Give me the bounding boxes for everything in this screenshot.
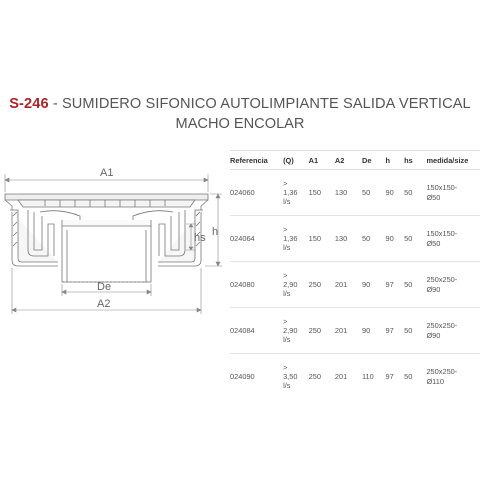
flow-symbol: >	[283, 271, 288, 280]
drain-section	[5, 194, 208, 282]
cell-hs: 50	[404, 170, 426, 216]
col-header-a1: A1	[309, 151, 335, 170]
table-row	[230, 308, 480, 354]
flow-value: 2,90	[283, 326, 298, 335]
table-header-row	[230, 151, 480, 170]
cell-hs: 50	[404, 308, 426, 354]
dim-label-a1: A1	[100, 167, 114, 179]
cell-a2: 201	[335, 262, 362, 308]
cell-de: 90	[362, 308, 386, 354]
flow-symbol: >	[283, 317, 288, 326]
cell-de: 50	[362, 170, 386, 216]
flow-value: 3,50	[283, 372, 298, 381]
flow-symbol: >	[283, 363, 288, 372]
cell-referencia: 024090	[230, 372, 255, 381]
flow-unit: l/s	[283, 197, 291, 206]
product-subtitle: MACHO ENCOLAR	[175, 116, 305, 132]
cell-flow	[283, 262, 309, 308]
size-diameter: Ø90	[426, 330, 441, 340]
cell-hs: 50	[404, 216, 426, 262]
cell-h: 90	[386, 170, 405, 216]
product-code: S-246	[9, 96, 49, 112]
table-row	[230, 262, 480, 308]
cell-a2: 201	[335, 308, 362, 354]
col-header-q: (Q)	[283, 151, 309, 170]
size-diameter: Ø90	[426, 284, 441, 294]
dim-label-hs: hs	[194, 232, 206, 244]
col-header-medida: medida/size	[426, 151, 480, 170]
cell-size	[426, 262, 480, 308]
table-row	[230, 216, 480, 262]
size-diameter: Ø50	[426, 192, 441, 202]
cell-size	[426, 216, 480, 262]
dim-label-a2: A2	[97, 298, 111, 310]
flow-symbol: >	[283, 179, 288, 188]
cell-referencia: 024080	[230, 262, 283, 308]
flow-value: 1,36	[283, 188, 298, 197]
dim-label-de: De	[97, 281, 112, 293]
col-header-a2: A2	[335, 151, 362, 170]
cell-a1: 250	[309, 308, 335, 354]
col-header-de: De	[362, 151, 386, 170]
col-header-h: h	[386, 151, 405, 170]
cell-a1: 250	[308, 372, 321, 381]
cell-flow	[283, 354, 309, 400]
flow-unit: l/s	[283, 243, 291, 252]
cell-de: 110	[362, 372, 374, 381]
cell-size	[426, 170, 480, 216]
cell-flow	[283, 308, 309, 354]
cell-h: 97	[385, 372, 394, 381]
size-dimensions: 150x150-	[426, 182, 458, 192]
cell-a1: 250	[309, 262, 335, 308]
cell-referencia: 024064	[230, 216, 283, 262]
specs-table	[230, 150, 480, 399]
cell-a1: 150	[309, 170, 335, 216]
size-dimensions: 250x250-	[426, 366, 458, 376]
cell-a2: 201	[334, 372, 348, 381]
col-header-referencia: Referencia	[230, 151, 283, 170]
cell-h: 97	[386, 262, 405, 308]
cell-size	[426, 308, 480, 354]
cell-a2: 130	[335, 170, 362, 216]
size-dimensions: 150x150-	[426, 228, 458, 238]
size-diameter: Ø50	[426, 238, 441, 248]
cell-flow	[283, 216, 309, 262]
size-diameter: Ø110	[426, 376, 444, 386]
table-row	[230, 170, 480, 216]
cell-referencia: 024084	[230, 308, 283, 354]
cell-size	[426, 354, 480, 400]
cell-de: 90	[362, 262, 386, 308]
flow-unit: l/s	[283, 335, 291, 344]
product-title	[0, 94, 480, 114]
size-dimensions: 250x250-	[426, 320, 458, 330]
col-header-hs: hs	[404, 151, 426, 170]
size-dimensions: 250x250-	[426, 274, 458, 284]
flow-value: 2,90	[283, 280, 298, 289]
flow-symbol: >	[283, 225, 288, 234]
cell-a2: 130	[335, 216, 362, 262]
cell-de: 50	[362, 216, 386, 262]
cell-flow	[283, 170, 309, 216]
cell-hs: 50	[404, 262, 426, 308]
cell-h: 97	[386, 308, 405, 354]
flow-value: 1,36	[283, 234, 298, 243]
cell-hs: 50	[404, 372, 413, 381]
product-title-text: - SUMIDERO SIFONICO AUTOLIMPIANTE SALIDA VERTICAL	[48, 96, 471, 112]
flow-unit: l/s	[283, 289, 291, 298]
cell-referencia: 024060	[230, 170, 283, 216]
table-row	[230, 354, 480, 400]
cell-a1: 150	[309, 216, 335, 262]
technical-drawing	[0, 150, 225, 330]
dim-label-h: h	[212, 226, 219, 238]
flow-unit: l/s	[283, 381, 291, 390]
cell-h: 90	[386, 216, 405, 262]
